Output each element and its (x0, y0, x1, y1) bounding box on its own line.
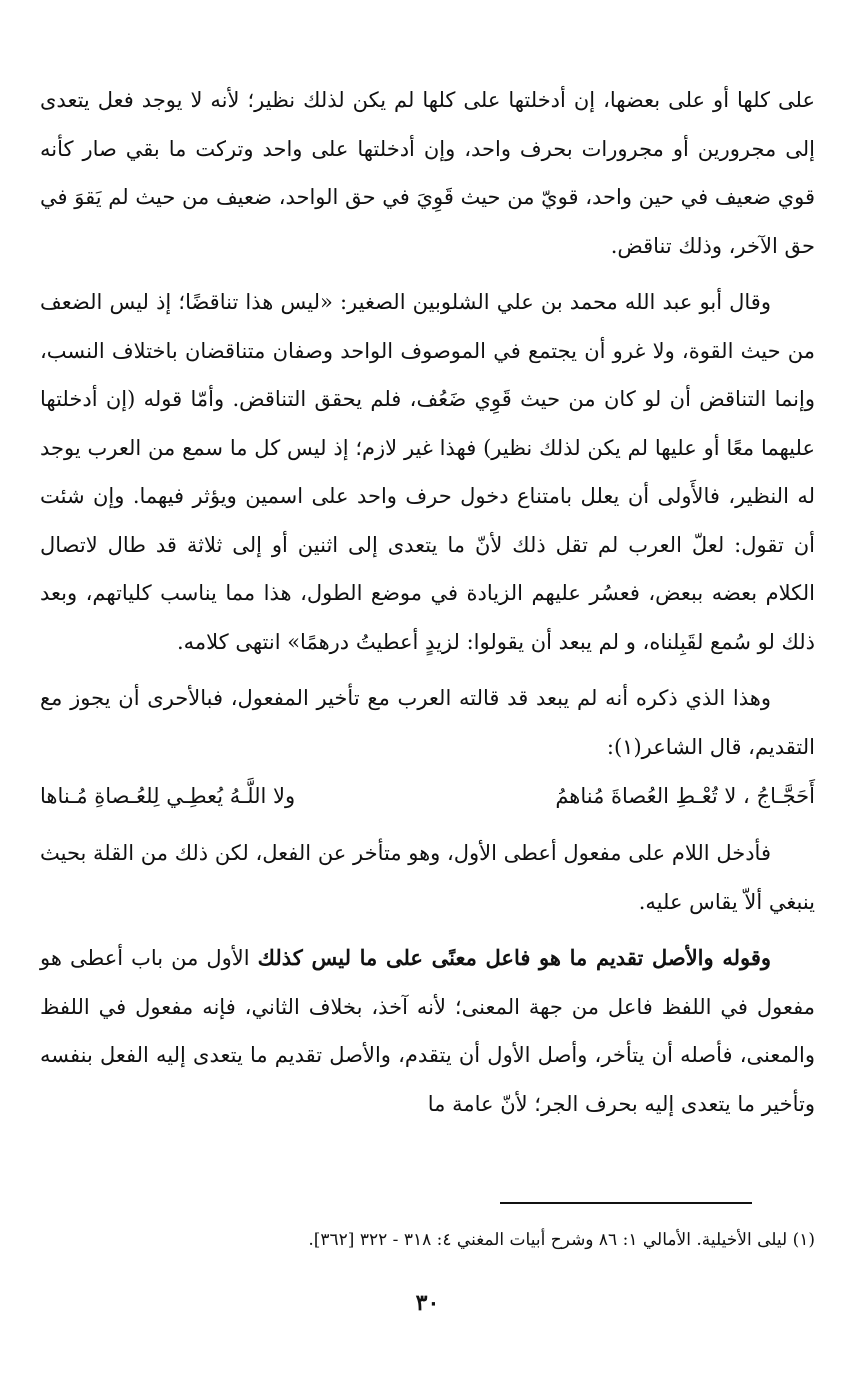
verse-first-hemistich: أَحَجَّـاجُ ، لا تُعْـطِ العُصاةَ مُناهمُ (555, 784, 815, 808)
footnote: (١) ليلى الأخيلية. الأمالي ١: ٨٦ وشرح أبيات المغني ٤: ٣١٨ - ٣٢٢ [٣٦٢]. (308, 1230, 815, 1250)
body-text (40, 76, 815, 1136)
poetry-verse (40, 771, 815, 821)
paragraph-5-intro: وقوله (713, 945, 772, 970)
paragraph-1: على كلها أو على بعضها، إن أدخلتها على كلها لم يكن لذلك نظير؛ لأنه لا يوجد فعل يتعدى إلى مجرورين أو مجرورات بحرف واحد، وإن أدخلتها على واحد وتركت ما بقي صار كأنه قوي ضعيف في حين واحد، قويّ من حيث قَوِيَ في حق الواحد، ضعيف من حيث لم يَقوَ في حق الآخر، وذلك تناقض. (40, 88, 815, 258)
paragraph-2: وقال أبو عبد الله محمد بن علي الشلوبين الصغير: «ليس هذا تناقضًا؛ إذ ليس الضعف من حيث القوة، ولا غرو أن يجتمع في الموصوف الواحد وصفان متناقضان باختلاف النسب، وإنما التناقض أن لو كان من حيث قَوِي ضَعُف، فلم يحقق التناقض. وأمّا قوله (إن أدخلتها عليهما معًا أو عليها لم يكن لذلك نظير) فهذا غير لازم؛ إذ ليس كل ما سمع من العرب يوجد له النظير، فالأَولى أن يعلل بامتناع دخول حرف واحد على اسمين ويؤثر فيهما. وإن شئت أن تقول: لعلّ العرب لم تقل ذلك لأنّ ما يتعدى إلى اثنين أو إلى ثلاثة قد طال لاتصال الكلام بعضه ببعض، فعسُر عليهم الزيادة في موضع الطول، هذا مما يناسب كلياتهم، وبعد ذلك لو سُمع لقَبِلناه، و لم يبعد أن يقولوا: لزيدٍ أعطيتُ درهمًا» انتهى كلامه. (40, 290, 815, 654)
paragraph-5 (40, 934, 815, 1128)
paragraph-5-lead-phrase: والأصل تقديم ما هو فاعل معنًى على ما ليس كذلك (257, 945, 714, 970)
paragraph-3: وهذا الذي ذكره أنه لم يبعد قد قالته العرب مع تأخير المفعول، فبالأحرى أن يجوز مع التقديم، قال الشاعر(١): (40, 686, 815, 759)
page-number: ٣٠ (415, 1290, 440, 1316)
paragraph-5-text: الأول من باب أعطى هو مفعول في اللفظ فاعل من جهة المعنى؛ لأنه آخذ، بخلاف الثاني، فإنه مفعول في اللفظ والمعنى، فأصله أن يتأخر، وأصل الأول أن يتقدم، والأصل تقديم ما يتعدى إليه الفعل بنفسه وتأخير ما يتعدى إليه بحرف الجر؛ لأنّ عامة ما (40, 946, 815, 1116)
footnote-divider (500, 1202, 752, 1204)
paragraph-4: فأدخل اللام على مفعول أعطى الأول، وهو متأخر عن الفعل، لكن ذلك من القلة بحيث ينبغي ألاّ يقاس عليه. (40, 841, 815, 914)
verse-second-hemistich: ولا اللَّـهُ يُعطِـي لِلعُـصاةِ مُـناها (40, 784, 296, 808)
